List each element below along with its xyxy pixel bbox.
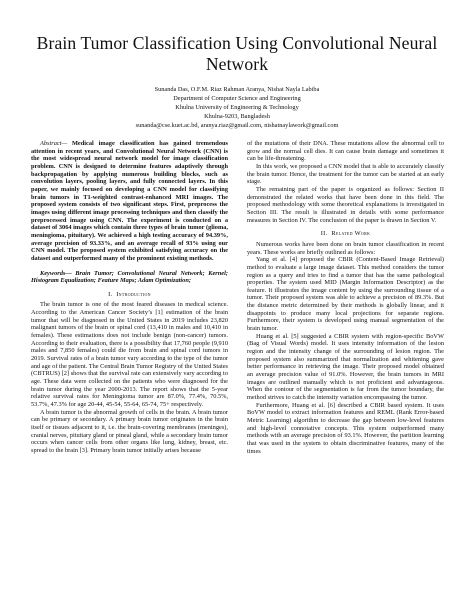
author-names: Sunanda Das, O.F.M. Riaz Rahman Aranya, Nishat Nayla Labiba [154, 86, 320, 93]
related-paragraph-4: Furthermore, Huang et al. [6] described a CBIR based system. It uses BoVW model to extract information features and REML (Rank Error-based Metric Learning) algorithm to decrease the gap between low-level features and high-level connotative concepts. This system outperformed many methods with an average precision of 93.1%. However, the partition learning that was used in the system to obtain discriminative features, many of the times [247, 401, 444, 455]
section-numeral: II. [320, 230, 328, 238]
related-paragraph-2: Yang et al. [4] proposed the CBIR (Content-Based Image Retrieval) method to evaluate a large image dataset. This method considers the tumor region as a query and tries to find a tumor that has the same pathological properties. The system used MID (Margin Information Descriptor) as the feature. It illustrates the image content by using the surrounding tissue of a tumor. Their proposed system was able to achieve a precision of 89.3%. But the distance metric determined by their methods is globally linear, and it disappoints to produce many local projections for separate regions. Furthermore, their system is developed using manual segmentation of the brain tumor. [247, 256, 444, 333]
author-block [20, 85, 454, 130]
paper-title: Brain Tumor Classification Using Convolutional Neural Network [36, 33, 438, 74]
section-title: Introduction [116, 290, 151, 298]
intro-paragraph-5: The remaining part of the paper is organized as follows: Section II demonstrated the related works that have been done in this field. The proposed methodology with some theoretical explanations is investigated in Section III. The result is illustrated in details with some performance measures in Section IV. The conclusion of the paper is drawn in Section V. [247, 185, 444, 224]
keywords: Keywords— Brain Tumor; Convolutional Neural Network; Kernel; Histogram Equalization; Feature Maps; Adam Optimization; [31, 269, 228, 285]
section-numeral: I. [108, 290, 113, 298]
author-university: Khulna University of Engineering & Technology [175, 104, 299, 111]
section-heading-introduction [31, 291, 228, 299]
intro-paragraph-2: A brain tumor is the abnormal growth of cells in the brain. A brain tumor can be primary or secondary. A primary brain tumor originates in the brain itself or tissues adjacent to it, i.e. the brain-covering membranes (meninges), cranial nerves, pituitary gland or pineal gland, while a secondary brain tumor occurs when cancer cells from other organs like lung, kidney, breast, etc. spread to the brain [3]. Primary brain tumor initially arises because [31, 408, 228, 454]
section-heading-related-work [247, 230, 444, 238]
right-column [247, 140, 444, 455]
author-department: Department of Computer Science and Engineering [173, 95, 301, 102]
author-location: Khulna-9203, Bangladesh [204, 113, 270, 120]
abstract-body: Medical image classification has gained tremendous attention in recent years, and Convolutional Neural Network (CNN) is the most widespread neural network model for image classification problem. CNN is designed to determine features adaptively through backpropagation by applying numerous building blocks, such as convolution layers, pooling layers, and fully connected layers. In this paper, we mainly focused on developing a CNN model for classifying brain tumors in T1-weighted contrast-enhanced MRI images. The proposed system consists of two significant steps. First, preprocess the images using different image processing techniques and then classify the preprocessed image using CNN. The experiment is conducted on a dataset of 3064 images which contain three types of brain tumor (glioma, meningioma, pituitary). We achieved a high testing accuracy of 94.39%, average precision of 93.33%, and an average recall of 93% using our CNN model. The proposed system exhibited satisfying accuracy on the dataset and outperformed many of the prominent existing methods. [31, 140, 228, 262]
related-paragraph-3: Huang et al. [5] suggested a CBIR system with region-specific BoVW (Bag of Visual Words) model. It uses intensity information of the lesion region and the intensity change of the surrounding of lesion region. The proposed system also summarized that normalization and whitening gave better performance in retrieving the image. Their proposed model obtained an average precision value of 91.0%. However, the brain tumors in MRI images are outlined manually which is not proficient and advantageous. When the contour of the segmentation is far from the tumor boundary, the method strives to catch the intensity variation encompassing the tumor. [247, 332, 444, 401]
intro-paragraph-1: The brain tumor is one of the most feared diseases in medical science. According to the American Cancer Society’s [1] estimation of the brain tumor that will be diagnosed in the United States in 2019 includes 23,820 malignant tumors of the brain or spinal cord (13,410 in males and 10,410 in females). These estimations does not include benign (non-cancer) tumors. According to their evaluation, there is a possibility that 17,760 people (9,910 males and 7,850 females) could die from brain and spinal cord tumors in 2019. Survival rates of a brain tumor vary according to the type of the tumor and age of the patient. The Central Brain Tumor Registry of the United States (CBTRUS) [2] shows that the survival rate can extensively vary according to age. These data were collected on the patients who were diagnosed for the brain tumor during the year 2000-2013. The report shows that the 5-year relative survival rates for Meningioma tumor are 87.0%, 77.4%, 70.5%, 53.7%, 47.3% for age 20-44, 45-54, 55-64, 65-74, 75+ respectively. [31, 301, 228, 408]
intro-paragraph-4: In this work, we proposed a CNN model that is able to accurately classify the brain tumor. Hence, the treatment for the tumor can be started at an early stage. [247, 162, 444, 186]
author-emails: sunanda@cse.kuet.ac.bd, aranya.riaz@gmail.com, nishatnaylawork@gmail.com [135, 122, 339, 129]
section-title: Related Work [331, 230, 371, 238]
intro-paragraph-3: of the mutations of their DNA. These mutations allow the abnormal cell to grow and the normal cell dies. It can cause brain damage and sometimes it can be life-threatening. [247, 140, 444, 163]
left-column [31, 140, 228, 455]
related-paragraph-1: Numerous works have been done on brain tumor classification in recent years. These works are briefly outlined as follows: [247, 240, 444, 256]
abstract [31, 140, 228, 263]
abstract-lead: Abstract— [40, 140, 68, 147]
